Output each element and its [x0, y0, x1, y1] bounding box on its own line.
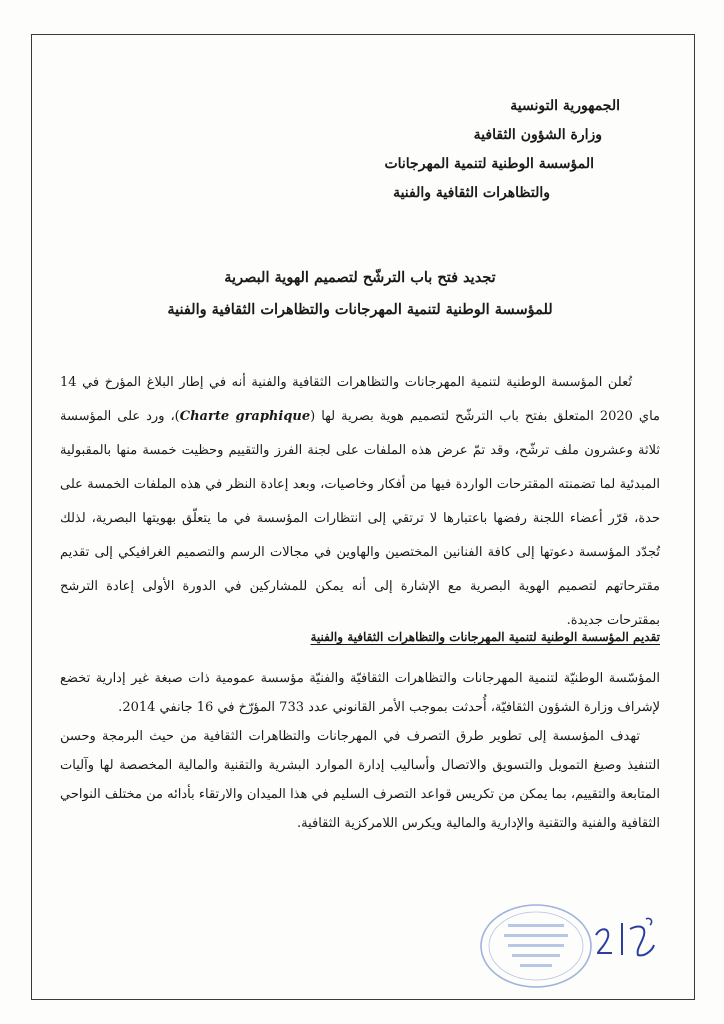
- letterhead-ministry: وزارة الشؤون الثقافية: [473, 127, 602, 143]
- title-line-2: للمؤسسة الوطنية لتنمية المهرجانات والتظاهرات الثقافية والفنية: [167, 301, 553, 318]
- handwritten-signature: [592, 915, 662, 965]
- section-heading: تقديم المؤسسة الوطنية لتنمية المهرجانات والتظاهرات الثقافية والفنية: [310, 630, 660, 644]
- letterhead-republic: الجمهورية التونسية: [510, 98, 620, 114]
- announcement-text-b: )، ورد على المؤسسة ثلاثة وعشرون ملف ترشّح، وقد تمّ عرض هذه الملفات على لجنة الفرز والتقييم وحظيت خمسة منها بالمقبولية المبدئية لما تضمنته المقترحات الواردة فيها من أفكار وخاصيات، وبعد إعادة النظر في هذه الملفات الخمسة على حدة، قرّر أعضاء اللجنة رفضها باعتبارها لا ترتقي إلى انتظارات المؤسسة في ما يتعلّق بهويتها البصرية، لذلك تُجدّد المؤسسة دعوتها إلى كافة الفنانين المختصين والهاوين في مجالات الرسم والتصميم الغرافيكي إلى تقديم مقترحاتهم لتصميم الهوية البصرية مع الإشارة إلى أنه يمكن للمشاركين في الدورة الأولى إعادة الترشح بمقترحات جديدة.: [60, 409, 660, 628]
- institution-goals-text: تهدف المؤسسة إلى تطوير طرق التصرف في المهرجانات والتظاهرات الثقافية من حيث البرمجة وحسن التنفيذ وصيغ التمويل والتسويق والاتصال وأساليب إدارة الموارد البشرية والتقنية والمالية المخصصة لها وآليات المتابعة والتقييم، بما يمكن من تكريس قواعد التصرف السليم في هذا الميدان والارتقاء بأدائه من مختلف النواحي الثقافية والفنية والتقنية والإدارية والمالية ويكرس اللامركزية الثقافية.: [60, 729, 660, 831]
- announcement-text-a: تُعلن المؤسسة الوطنية لتنمية المهرجانات والتظاهرات الثقافية والفنية أنه في إطار البلاغ المؤرخ في 14 ماي 2020 المتعلق بفتح باب الترشّح لتصميم هوية بصرية لها (: [60, 375, 660, 424]
- title-line-1: تجديد فتح باب الترشّح لتصميم الهوية البصرية: [224, 269, 496, 286]
- letterhead-institution-cont: والتظاهرات الثقافية والفنية: [393, 185, 550, 201]
- official-stamp: [478, 902, 594, 990]
- institution-description: المؤسّسة الوطنيّة لتنمية المهرجانات والتظاهرات الثقافيّة والفنيّة مؤسسة عمومية ذات صبغة غير إدارية تخضع لإشراف وزارة الشؤون الثقافيّة، أُحدثت بموجب الأمر القانوني عدد 733 المؤرّخ في 16 جانفي 2014.: [60, 671, 660, 715]
- letterhead: [384, 92, 620, 208]
- announcement-paragraph: [60, 366, 660, 638]
- charte-graphique-term: Charte graphique: [179, 409, 311, 424]
- document-title: [80, 262, 640, 326]
- institution-goals: [60, 722, 660, 838]
- letterhead-institution: المؤسسة الوطنية لتنمية المهرجانات: [384, 156, 594, 172]
